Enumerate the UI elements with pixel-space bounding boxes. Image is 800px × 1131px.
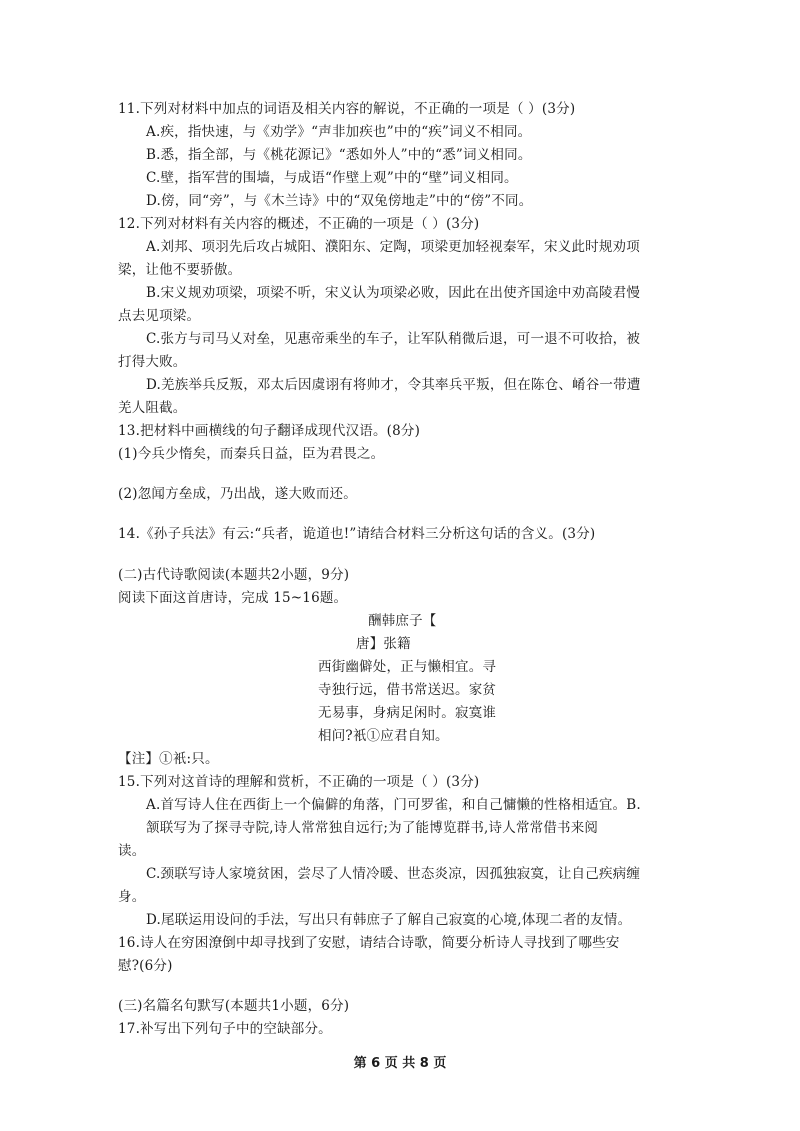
poem-line-3: 无易事，身病足闲时。寂寞谁 bbox=[318, 705, 497, 721]
q14-stem: 14.《孙子兵法》有云:“兵者，诡道也!”请结合材料三分析这句话的含义。(3分) bbox=[118, 526, 596, 542]
q12-option-d: D.羌族举兵反叛，邓太后因虞诩有将帅才，令其率兵平叛，但在陈仓、崤谷一带遭 bbox=[146, 377, 641, 393]
q11-option-b: B.悉，指全部，与《桃花源记》“悉如外人”中的“悉”词义相同。 bbox=[146, 147, 532, 163]
q12-option-a: A.刘邦、项羽先后攻占城阳、濮阳东、定陶，项梁更加轻视秦军，宋义此时规劝项 bbox=[146, 239, 640, 255]
q15-option-b: 颔联写为了探寻寺院,诗人常常独自远行;为了能博览群书,诗人常常借书来阅 bbox=[146, 820, 599, 836]
q11-option-d: D.傍，同“旁”，与《木兰诗》中的“双兔傍地走”中的“傍”不同。 bbox=[146, 193, 533, 209]
q12-option-a-cont: 梁，让他不要骄傲。 bbox=[118, 262, 242, 278]
poem-note: 【注】①衹:只。 bbox=[118, 751, 219, 767]
q17-stem: 17.补写出下列句子中的空缺部分。 bbox=[118, 1021, 332, 1037]
q15-stem: 15.下列对这首诗的理解和赏析，不正确的一项是（ ）(3分) bbox=[118, 774, 480, 790]
q15-option-c-cont: 身。 bbox=[118, 889, 146, 905]
q11-option-a: A.疾，指快速，与《劝学》“声非加疾也”中的“疾”词义不相同。 bbox=[146, 124, 532, 140]
poem-line-4: 相问?衹①应君自知。 bbox=[318, 728, 449, 744]
q15-option-c: C.颈联写诗人家境贫困，尝尽了人情冷暖、世态炎凉，因孤独寂寞，让自己疾病缠 bbox=[146, 866, 641, 882]
q12-option-c-cont: 打得大败。 bbox=[118, 354, 187, 370]
poem-author: 唐】张籍 bbox=[356, 636, 411, 652]
q13-sentence-1: (1)今兵少惰矣，而秦兵日益，臣为君畏之。 bbox=[118, 446, 385, 462]
page-number: 第 6 页 共 8 页 bbox=[353, 1056, 447, 1071]
poem-line-1: 西街幽僻处，正与懒相宜。寻 bbox=[318, 659, 497, 675]
q15-option-b-cont: 读。 bbox=[118, 843, 146, 859]
q12-option-c: C.张方与司马乂对垒，见惠帝乘坐的车子，让军队稍微后退，可一退不可收拾，被 bbox=[146, 331, 641, 347]
section3-heading: (三)名篇名句默写(本题共1小题，6分) bbox=[118, 998, 350, 1014]
q12-stem: 12.下列对材料有关内容的概述，不正确的一项是（ ）(3分) bbox=[118, 216, 480, 232]
q16-stem-cont: 慰?(6分) bbox=[118, 958, 173, 974]
q11-option-c: C.壁，指军营的围墙，与成语“作壁上观”中的“壁”词义相同。 bbox=[146, 170, 518, 186]
q15-option-d: D.尾联运用设问的手法，写出只有韩庶子了解自己寂寞的心境,体现二者的友情。 bbox=[146, 912, 632, 928]
q12-option-d-cont: 羌人阻截。 bbox=[118, 400, 187, 416]
q13-stem: 13.把材料中画横线的句子翻译成现代汉语。(8分) bbox=[118, 423, 421, 439]
q12-option-b-cont: 点去见项梁。 bbox=[118, 308, 201, 324]
q16-stem: 16.诗人在穷困潦倒中却寻找到了安慰，请结合诗歌，简要分析诗人寻找到了哪些安 bbox=[118, 935, 620, 951]
q12-option-b: B.宋义规劝项梁，项梁不听，宋义认为项梁必败，因此在出使齐国途中劝高陵君慢 bbox=[146, 285, 641, 301]
section2-intro: 阅读下面这首唐诗，完成 15~16题。 bbox=[118, 590, 348, 606]
poem-line-2: 寺独行远，借书常送迟。家贫 bbox=[318, 682, 497, 698]
q13-sentence-2: (2)忽闻方垒成，乃出战，遂大败而还。 bbox=[118, 486, 357, 502]
q11-stem: 11.下列对材料中加点的词语及相关内容的解说，不正确的一项是（ ）(3分) bbox=[118, 101, 576, 117]
section2-heading: (二)古代诗歌阅读(本题共2小题，9分) bbox=[118, 567, 350, 583]
poem-title: 酬韩庶子【 bbox=[368, 613, 437, 629]
q15-option-a: A.首写诗人住在西街上一个偏僻的角落，门可罗雀，和自己慵懒的性格相适宜。B. bbox=[146, 797, 641, 813]
